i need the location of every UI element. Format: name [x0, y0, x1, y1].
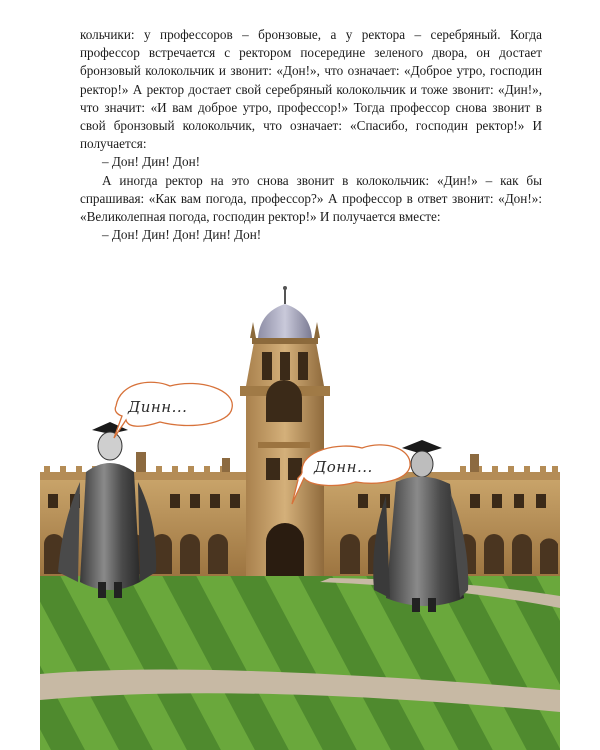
bubble-right-text: Донн... — [314, 458, 373, 476]
paragraph-2: – Дон! Дин! Дон! — [102, 154, 201, 170]
speech-bubble-left — [114, 382, 232, 438]
paragraph-1: кольчики: у профессоров – бронзовые, а у ректора – серебряный. Когда профессор встречается с ректором посередине зеленого двора, он достает бронзовый колокольчик и звонит: «Дон!», что означает: «Доброе утро, господин ректор!» А ректор достает свой серебряный колокольчик и тоже звонит: «Дин!», что значит: «И вам доброе утро, профессор!» Тогда профессор снова звонит в свой бронзовый колокольчик, что означает: «Спасибо, господин ректор!» И получается: — [80, 27, 542, 152]
paragraph-3: А иногда ректор на это снова звонит в колокольчик: «Дин!» – как бы спрашивая: «Как вам погода, профессор?» А профессор в ответ звонит: «Дон!»: «Великолепная погода, господин ректор!» И получается вместе: — [80, 172, 542, 225]
bubble-left-text: Динн... — [128, 398, 188, 416]
tom-tower — [240, 286, 330, 578]
rector-figure — [58, 422, 156, 598]
college-illustration — [40, 282, 560, 750]
lawn — [40, 576, 560, 750]
paragraph-4: – Дон! Дин! Дон! Дин! Дон! — [102, 227, 262, 243]
story-text — [80, 26, 542, 244]
